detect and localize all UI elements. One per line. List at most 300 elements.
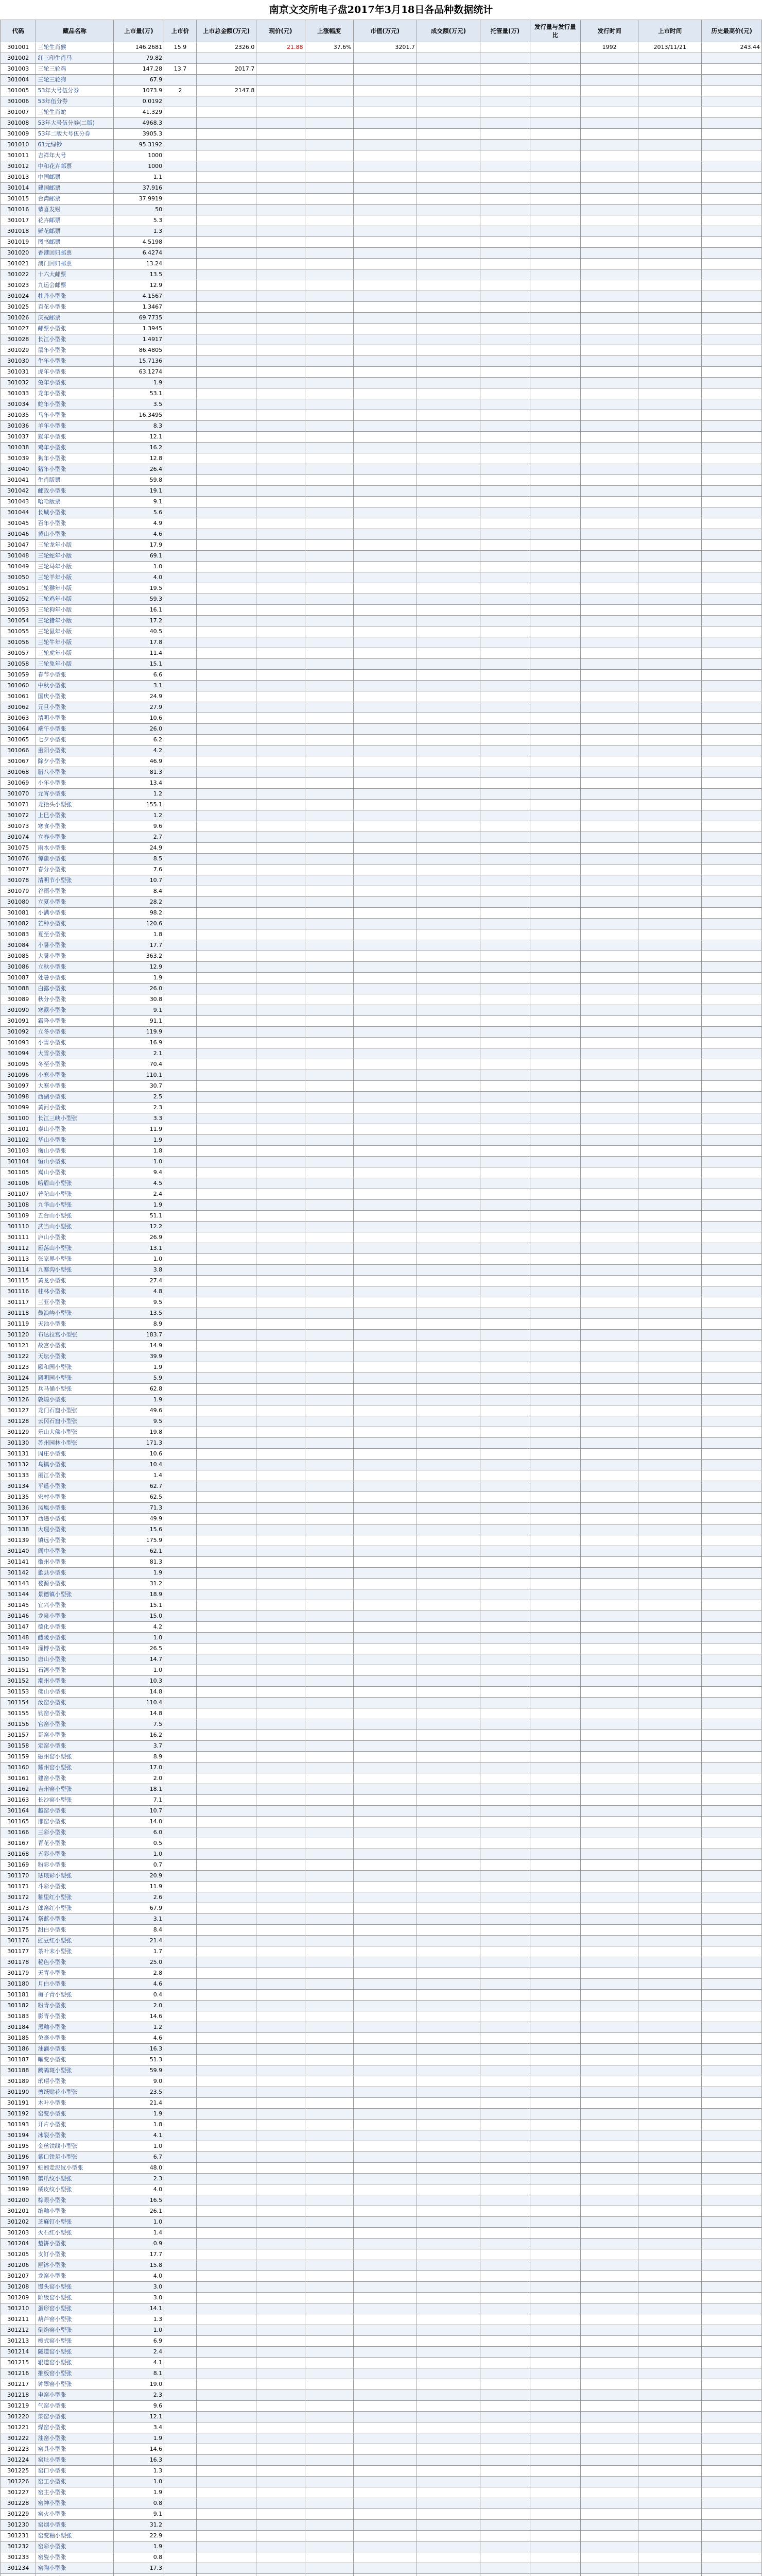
table-cell <box>353 854 417 865</box>
table-cell: 6.6 <box>113 670 164 681</box>
table-cell <box>638 280 702 291</box>
table-cell <box>480 2206 530 2217</box>
table-cell <box>305 324 353 334</box>
table-cell: 1.8 <box>113 2120 164 2130</box>
table-cell: 69.1 <box>113 551 164 562</box>
table-cell <box>581 215 638 226</box>
table-cell: 301022 <box>1 269 36 280</box>
table-cell <box>702 594 762 605</box>
table-cell <box>305 75 353 86</box>
table-row <box>1 2552 762 2563</box>
table-cell <box>256 2174 305 2184</box>
table-cell <box>164 2271 197 2282</box>
table-cell: 6.4274 <box>113 248 164 259</box>
table-row <box>1 1124 762 1135</box>
table-row <box>1 1362 762 1373</box>
table-cell <box>417 1135 480 1146</box>
table-cell: 301158 <box>1 1741 36 1752</box>
table-cell <box>530 1048 581 1059</box>
table-cell: 12.9 <box>113 962 164 973</box>
table-cell <box>417 1990 480 2001</box>
table-cell <box>702 1059 762 1070</box>
table-cell <box>417 1633 480 1643</box>
table-cell <box>256 1579 305 1589</box>
table-cell <box>305 1092 353 1103</box>
table-cell <box>417 1914 480 1925</box>
table-cell <box>702 2011 762 2022</box>
table-cell <box>417 1946 480 1957</box>
table-cell: 黄龙小型张 <box>36 1276 113 1286</box>
table-cell <box>256 1514 305 1524</box>
column-header: 成交额(万元) <box>417 20 480 42</box>
table-cell <box>702 1892 762 1903</box>
table-cell: 1.0 <box>113 1665 164 1676</box>
table-cell: 3905.3 <box>113 129 164 140</box>
table-cell <box>581 1762 638 1773</box>
table-cell <box>417 1524 480 1535</box>
table-cell: 301167 <box>1 1838 36 1849</box>
table-cell <box>305 897 353 908</box>
table-cell: 9.1 <box>113 2509 164 2520</box>
table-cell <box>581 64 638 75</box>
table-cell: 301086 <box>1 962 36 973</box>
table-cell <box>702 735 762 745</box>
table-cell <box>417 929 480 940</box>
table-cell <box>196 1481 256 1492</box>
table-cell <box>164 1405 197 1416</box>
table-cell: 41.329 <box>113 107 164 118</box>
table-cell: 天池小型张 <box>36 1319 113 1330</box>
table-cell <box>702 96 762 107</box>
table-cell <box>196 2466 256 2477</box>
table-cell <box>530 1103 581 1113</box>
table-cell <box>164 659 197 670</box>
table-cell <box>581 1276 638 1286</box>
table-cell: 茶叶末小型张 <box>36 1946 113 1957</box>
table-cell <box>480 919 530 929</box>
table-cell <box>256 1178 305 1189</box>
table-cell <box>305 637 353 648</box>
table-row <box>1 1676 762 1687</box>
table-cell: 0.9 <box>113 2239 164 2249</box>
table-cell <box>196 107 256 118</box>
table-cell: 301015 <box>1 194 36 205</box>
table-cell <box>305 1081 353 1092</box>
table-cell: 49.6 <box>113 1405 164 1416</box>
table-cell <box>530 96 581 107</box>
table-cell <box>164 2184 197 2195</box>
table-cell <box>305 2531 353 2541</box>
table-cell <box>164 605 197 616</box>
table-cell <box>530 2065 581 2076</box>
table-row <box>1 1925 762 1936</box>
table-cell: 67.9 <box>113 1903 164 1914</box>
data-table <box>0 20 762 2576</box>
table-cell <box>353 1827 417 1838</box>
table-cell <box>256 745 305 756</box>
table-cell <box>305 778 353 789</box>
table-cell <box>530 897 581 908</box>
table-cell <box>353 1330 417 1341</box>
table-row <box>1 1579 762 1589</box>
table-cell <box>256 302 305 313</box>
table-row <box>1 2455 762 2466</box>
table-cell: 301178 <box>1 1957 36 1968</box>
table-cell <box>530 1719 581 1730</box>
table-cell <box>305 800 353 810</box>
table-cell <box>702 2055 762 2065</box>
table-cell <box>702 1654 762 1665</box>
table-cell: 301199 <box>1 2184 36 2195</box>
table-cell: 兔毫小型张 <box>36 2033 113 2044</box>
table-cell <box>480 2552 530 2563</box>
table-cell <box>530 1773 581 1784</box>
table-cell <box>196 2314 256 2325</box>
table-cell <box>480 2033 530 2044</box>
table-row <box>1 1297 762 1308</box>
table-cell <box>581 1146 638 1157</box>
table-row <box>1 507 762 518</box>
table-cell <box>164 2422 197 2433</box>
table-cell <box>581 2325 638 2336</box>
table-cell: 301103 <box>1 1146 36 1157</box>
table-cell <box>164 183 197 194</box>
table-cell <box>417 2531 480 2541</box>
table-cell <box>353 973 417 984</box>
table-cell <box>164 1146 197 1157</box>
table-cell: 301051 <box>1 583 36 594</box>
table-cell <box>581 1784 638 1795</box>
table-cell <box>530 994 581 1005</box>
table-cell <box>702 1535 762 1546</box>
table-cell <box>164 2401 197 2412</box>
table-cell <box>480 1189 530 1200</box>
table-cell <box>638 1773 702 1784</box>
table-cell <box>256 53 305 64</box>
table-row <box>1 1081 762 1092</box>
table-cell <box>305 2574 353 2576</box>
table-cell <box>530 1384 581 1395</box>
table-cell <box>256 1817 305 1827</box>
table-cell <box>164 2033 197 2044</box>
table-cell <box>417 1449 480 1460</box>
table-cell <box>530 1838 581 1849</box>
table-cell: 唐山小型张 <box>36 1654 113 1665</box>
table-cell <box>164 789 197 800</box>
table-cell <box>530 1654 581 1665</box>
table-cell <box>196 1903 256 1914</box>
table-cell <box>638 2249 702 2260</box>
table-cell <box>417 1925 480 1936</box>
table-cell <box>638 1276 702 1286</box>
table-cell <box>638 1005 702 1016</box>
table-row <box>1 2271 762 2282</box>
table-cell: 301150 <box>1 1654 36 1665</box>
table-cell: 2.0 <box>113 1773 164 1784</box>
table-cell <box>417 540 480 551</box>
table-cell: 16.3495 <box>113 410 164 421</box>
table-cell <box>530 940 581 951</box>
table-cell <box>581 1341 638 1351</box>
table-cell <box>638 1178 702 1189</box>
table-row <box>1 843 762 854</box>
table-cell: 小雪小型张 <box>36 1038 113 1048</box>
table-cell <box>353 1698 417 1708</box>
table-cell: 301188 <box>1 2065 36 2076</box>
table-cell <box>353 1059 417 1070</box>
table-cell <box>581 691 638 702</box>
table-cell <box>196 399 256 410</box>
table-cell <box>638 1297 702 1308</box>
table-cell <box>256 1535 305 1546</box>
table-cell: 301147 <box>1 1622 36 1633</box>
table-cell <box>530 1524 581 1535</box>
table-cell <box>480 810 530 821</box>
table-cell <box>305 2076 353 2087</box>
table-cell: 301125 <box>1 1384 36 1395</box>
table-cell <box>256 486 305 497</box>
table-cell: 三轮牛年小版 <box>36 637 113 648</box>
table-cell <box>581 1243 638 1254</box>
table-cell <box>256 2249 305 2260</box>
table-cell <box>530 53 581 64</box>
table-cell <box>702 2282 762 2293</box>
table-cell <box>256 2509 305 2520</box>
table-cell <box>417 269 480 280</box>
table-cell <box>353 2087 417 2098</box>
table-row <box>1 183 762 194</box>
table-cell <box>256 1773 305 1784</box>
table-cell: 淄博小型张 <box>36 1643 113 1654</box>
table-cell: 元宵小型张 <box>36 789 113 800</box>
table-cell: 21.88 <box>256 42 305 53</box>
table-cell <box>530 1698 581 1708</box>
table-cell: 301234 <box>1 2563 36 2574</box>
table-cell <box>353 865 417 875</box>
table-cell <box>305 1059 353 1070</box>
table-cell <box>353 1946 417 1957</box>
table-cell <box>305 2368 353 2379</box>
table-cell <box>256 1492 305 1503</box>
table-row <box>1 551 762 562</box>
table-cell: 301016 <box>1 205 36 215</box>
table-cell <box>638 2563 702 2574</box>
table-cell <box>530 2228 581 2239</box>
table-cell <box>353 843 417 854</box>
table-cell <box>530 1460 581 1470</box>
table-cell <box>353 1481 417 1492</box>
table-cell <box>305 475 353 486</box>
table-cell: 301030 <box>1 356 36 367</box>
table-cell: 79.82 <box>113 53 164 64</box>
table-cell <box>702 2271 762 2282</box>
table-cell: 5.9 <box>113 1373 164 1384</box>
table-cell: 301014 <box>1 183 36 194</box>
table-cell <box>164 1860 197 1871</box>
table-cell <box>256 1633 305 1643</box>
table-cell <box>638 1827 702 1838</box>
table-cell: 葫芦窑小型张 <box>36 2314 113 2325</box>
table-cell <box>353 421 417 432</box>
table-cell: 62.8 <box>113 1384 164 1395</box>
table-cell <box>581 637 638 648</box>
table-cell <box>480 345 530 356</box>
table-cell <box>581 2347 638 2358</box>
table-cell <box>480 800 530 810</box>
table-cell <box>256 1286 305 1297</box>
table-cell <box>256 659 305 670</box>
table-cell <box>196 1914 256 1925</box>
table-cell <box>581 2541 638 2552</box>
table-cell <box>530 42 581 53</box>
table-cell: 301164 <box>1 1806 36 1817</box>
table-cell <box>638 2509 702 2520</box>
table-cell <box>196 302 256 313</box>
table-cell <box>305 886 353 897</box>
table-row <box>1 475 762 486</box>
table-cell <box>581 529 638 540</box>
table-cell <box>164 2087 197 2098</box>
table-cell: 寒露小型张 <box>36 1005 113 1016</box>
table-cell <box>638 2379 702 2390</box>
table-cell <box>638 1892 702 1903</box>
table-cell <box>530 1319 581 1330</box>
table-row <box>1 2087 762 2098</box>
table-cell <box>581 140 638 150</box>
table-cell <box>530 313 581 324</box>
table-cell: 301033 <box>1 388 36 399</box>
table-cell: 301192 <box>1 2109 36 2120</box>
table-cell <box>638 1524 702 1535</box>
table-cell <box>305 2055 353 2065</box>
table-cell <box>638 453 702 464</box>
table-row <box>1 2444 762 2455</box>
table-cell <box>417 2195 480 2206</box>
table-cell <box>638 1113 702 1124</box>
table-cell: 蛇年小型张 <box>36 399 113 410</box>
table-cell <box>581 1611 638 1622</box>
table-cell: 寒食小型张 <box>36 821 113 832</box>
table-cell <box>530 64 581 75</box>
table-cell <box>581 1957 638 1968</box>
table-cell <box>702 1762 762 1773</box>
table-cell <box>196 756 256 767</box>
table-cell <box>530 951 581 962</box>
table-cell <box>196 929 256 940</box>
table-cell <box>196 443 256 453</box>
table-cell <box>480 973 530 984</box>
table-cell <box>256 2520 305 2531</box>
table-cell <box>530 681 581 691</box>
table-cell <box>417 1330 480 1341</box>
table-cell <box>480 962 530 973</box>
table-cell <box>196 237 256 248</box>
table-cell <box>702 1189 762 1200</box>
table-cell: 颐和园小型张 <box>36 1362 113 1373</box>
table-cell <box>581 1633 638 1643</box>
table-cell <box>702 1979 762 1990</box>
table-cell: 哈哈版票 <box>36 497 113 507</box>
table-cell <box>581 1795 638 1806</box>
table-cell <box>530 1243 581 1254</box>
table-row <box>1 735 762 745</box>
table-cell <box>581 2065 638 2076</box>
table-cell: 301191 <box>1 2098 36 2109</box>
table-cell: 301221 <box>1 2422 36 2433</box>
table-cell <box>702 421 762 432</box>
table-cell <box>480 86 530 96</box>
table-cell: 油滴小型张 <box>36 2044 113 2055</box>
table-cell: 2 <box>164 86 197 96</box>
table-row <box>1 1005 762 1016</box>
table-cell <box>256 821 305 832</box>
table-cell: 吉祥年大号 <box>36 150 113 161</box>
table-cell <box>530 2011 581 2022</box>
table-row <box>1 821 762 832</box>
table-cell <box>480 1157 530 1167</box>
table-cell <box>353 2520 417 2531</box>
table-cell <box>353 1795 417 1806</box>
table-row <box>1 302 762 313</box>
table-cell <box>353 150 417 161</box>
table-cell <box>256 800 305 810</box>
table-cell <box>581 2552 638 2563</box>
table-cell: 301013 <box>1 172 36 183</box>
table-cell <box>702 1698 762 1708</box>
table-cell <box>638 1557 702 1568</box>
table-cell <box>196 410 256 421</box>
table-cell <box>164 1167 197 1178</box>
table-cell: 27.4 <box>113 1276 164 1286</box>
table-row <box>1 2347 762 2358</box>
table-cell <box>417 280 480 291</box>
table-cell <box>417 1286 480 1297</box>
table-row <box>1 248 762 259</box>
table-row <box>1 1860 762 1871</box>
table-cell <box>480 1514 530 1524</box>
table-cell: 53.1 <box>113 388 164 399</box>
table-cell <box>638 2347 702 2358</box>
table-cell <box>417 1568 480 1579</box>
table-cell <box>530 1308 581 1319</box>
table-cell <box>256 1589 305 1600</box>
table-cell <box>530 2444 581 2455</box>
table-cell: 19.5 <box>113 583 164 594</box>
table-cell <box>417 843 480 854</box>
table-cell <box>581 367 638 378</box>
table-cell <box>164 2076 197 2087</box>
table-cell <box>305 1990 353 2001</box>
table-cell <box>256 2022 305 2033</box>
table-row <box>1 778 762 789</box>
table-cell <box>305 1936 353 1946</box>
table-cell <box>196 226 256 237</box>
table-cell: 元旦小型张 <box>36 702 113 713</box>
table-cell <box>638 973 702 984</box>
table-cell <box>581 2487 638 2498</box>
table-cell <box>417 1968 480 1979</box>
table-cell: 37.916 <box>113 183 164 194</box>
table-cell <box>196 994 256 1005</box>
table-cell: 8.5 <box>113 854 164 865</box>
table-cell <box>417 670 480 681</box>
table-cell <box>305 1276 353 1286</box>
table-cell: 青花小型张 <box>36 1838 113 1849</box>
table-cell <box>530 2076 581 2087</box>
table-cell <box>305 951 353 962</box>
table-cell: 磁州窑小型张 <box>36 1752 113 1762</box>
table-cell <box>353 2249 417 2260</box>
